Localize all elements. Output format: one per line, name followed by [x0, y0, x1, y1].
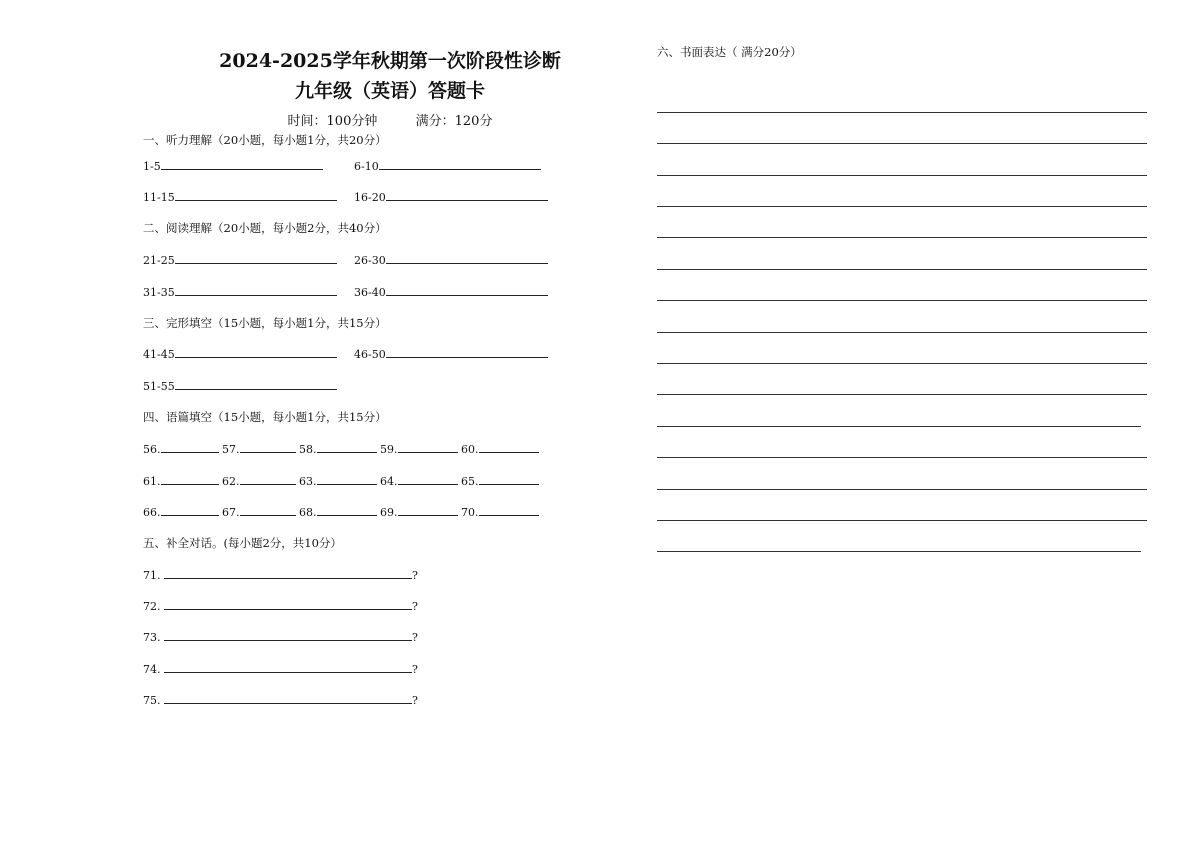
- blank-label: 63.: [299, 475, 317, 488]
- exam-meta: [140, 110, 640, 129]
- dialogue-label: 73.: [143, 631, 161, 644]
- question-mark: ?: [412, 694, 418, 707]
- section-3-title: 三、完形填空（15小题，每小题1分，共15分）: [143, 316, 387, 330]
- answer-field-label: 46-50: [354, 348, 386, 361]
- dialogue-label: 75.: [143, 694, 161, 707]
- answer-field-label: 6-10: [354, 160, 379, 173]
- blank-label: 58.: [299, 443, 317, 456]
- answer-field[interactable]: [354, 252, 548, 267]
- blank-field[interactable]: [143, 475, 219, 488]
- answer-field[interactable]: [143, 284, 337, 299]
- writing-line: [657, 551, 1141, 552]
- blank-label: 62.: [222, 475, 240, 488]
- question-mark: ?: [412, 569, 418, 582]
- section-1-title: 一、听力理解（20小题，每小题1分，共20分）: [143, 133, 387, 147]
- blank-row: [143, 441, 539, 456]
- answer-field[interactable]: [143, 252, 337, 267]
- answer-field[interactable]: [143, 346, 337, 361]
- blank-label: 56.: [143, 443, 161, 456]
- section-2-title: 二、阅读理解（20小题，每小题2分，共40分）: [143, 221, 387, 235]
- dialogue-field[interactable]: [143, 661, 418, 676]
- blank-field[interactable]: [380, 506, 458, 519]
- dialogue-field[interactable]: [143, 692, 418, 707]
- writing-line: [657, 206, 1147, 207]
- writing-line: [657, 426, 1141, 427]
- blank-field[interactable]: [222, 506, 296, 519]
- dialogue-label: 71.: [143, 569, 161, 582]
- dialogue-field[interactable]: [143, 567, 418, 582]
- dialogue-field[interactable]: [143, 629, 418, 644]
- answer-field-label: 41-45: [143, 348, 175, 361]
- answer-field[interactable]: [354, 189, 548, 204]
- answer-field-label: 51-55: [143, 380, 175, 393]
- answer-field-label: 1-5: [143, 160, 161, 173]
- answer-field-label: 16-20: [354, 191, 386, 204]
- blank-label: 66.: [143, 506, 161, 519]
- writing-line: [657, 175, 1147, 176]
- blank-label: 60.: [461, 443, 479, 456]
- blank-label: 68.: [299, 506, 317, 519]
- writing-line: [657, 237, 1147, 238]
- section-6-title: 六、书面表达（ 满分20分）: [657, 45, 802, 59]
- dialogue-label: 72.: [143, 600, 161, 613]
- question-mark: ?: [412, 600, 418, 613]
- writing-line: [657, 489, 1147, 490]
- writing-line: [657, 300, 1147, 301]
- writing-line: [657, 520, 1147, 521]
- blank-label: 61.: [143, 475, 161, 488]
- answer-field[interactable]: [354, 284, 548, 299]
- blank-label: 59.: [380, 443, 398, 456]
- answer-field-label: 21-25: [143, 254, 175, 267]
- section-4-title: 四、语篇填空（15小题，每小题1分，共15分）: [143, 410, 387, 424]
- blank-field[interactable]: [299, 443, 377, 456]
- writing-line: [657, 332, 1147, 333]
- blank-row: [143, 473, 539, 488]
- answer-field-label: 11-15: [143, 191, 175, 204]
- exam-full-score: 满分：120分: [415, 114, 493, 129]
- blank-label: 64.: [380, 475, 398, 488]
- writing-line: [657, 269, 1147, 270]
- dialogue-field[interactable]: [143, 598, 418, 613]
- answer-field[interactable]: [143, 189, 337, 204]
- question-mark: ?: [412, 631, 418, 644]
- writing-line: [657, 112, 1147, 113]
- writing-line: [657, 394, 1147, 395]
- answer-field[interactable]: [143, 378, 337, 393]
- blank-label: 67.: [222, 506, 240, 519]
- answer-sheet-title: 九年级（英语）答题卡: [294, 80, 485, 102]
- blank-field[interactable]: [461, 506, 539, 519]
- blank-row: [143, 504, 539, 519]
- blank-field[interactable]: [299, 475, 377, 488]
- answer-field-label: 36-40: [354, 286, 386, 299]
- writing-line: [657, 363, 1147, 364]
- blank-field[interactable]: [143, 443, 219, 456]
- blank-field[interactable]: [461, 443, 539, 456]
- answer-field-label: 31-35: [143, 286, 175, 299]
- blank-field[interactable]: [461, 475, 539, 488]
- blank-label: 69.: [380, 506, 398, 519]
- blank-label: 57.: [222, 443, 240, 456]
- answer-field-label: 26-30: [354, 254, 386, 267]
- answer-field[interactable]: [354, 158, 541, 173]
- blank-label: 65.: [461, 475, 479, 488]
- exam-title: 2024-2025学年秋期第一次阶段性诊断: [219, 50, 561, 72]
- blank-field[interactable]: [380, 475, 458, 488]
- answer-field[interactable]: [354, 346, 548, 361]
- answer-field[interactable]: [143, 158, 323, 173]
- writing-line: [657, 457, 1147, 458]
- dialogue-label: 74.: [143, 663, 161, 676]
- blank-field[interactable]: [222, 443, 296, 456]
- writing-line: [657, 143, 1147, 144]
- exam-time: 时间：100分钟: [287, 114, 378, 129]
- section-5-title: 五、补全对话。(每小题2分，共10分）: [143, 536, 342, 550]
- blank-field[interactable]: [380, 443, 458, 456]
- blank-field[interactable]: [299, 506, 377, 519]
- blank-field[interactable]: [222, 475, 296, 488]
- question-mark: ?: [412, 663, 418, 676]
- blank-field[interactable]: [143, 506, 219, 519]
- blank-label: 70.: [461, 506, 479, 519]
